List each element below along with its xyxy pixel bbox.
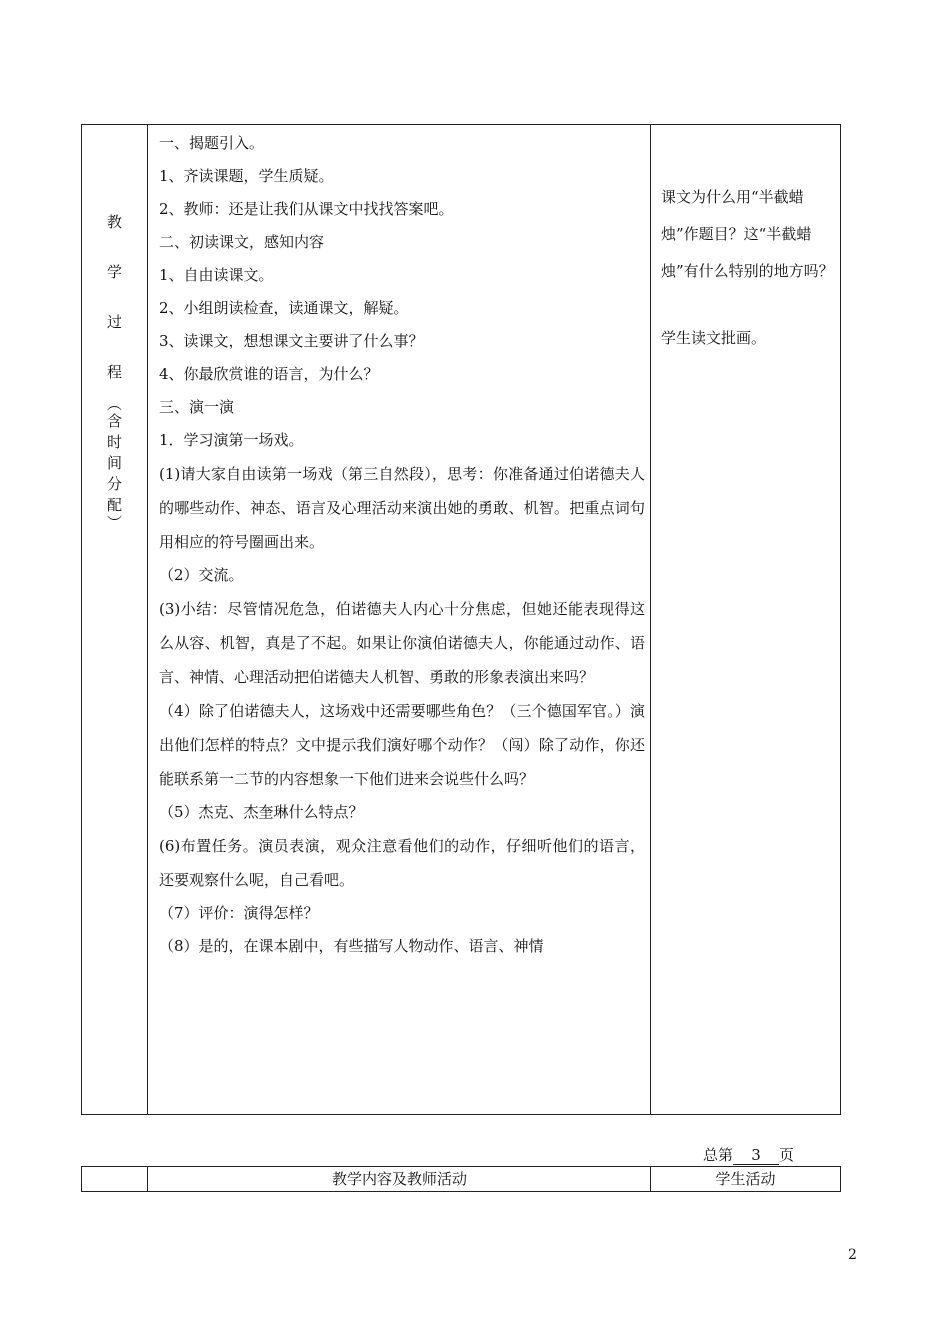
label-sub-char: 间 — [106, 454, 122, 472]
column-divider — [147, 125, 148, 1114]
content-line: 1、齐读课题，学生质疑。 — [159, 167, 334, 185]
label-char: 过 — [106, 313, 122, 331]
content-line: （5）杰克、杰奎琳什么特点？ — [159, 803, 364, 821]
student-activity — [661, 179, 837, 357]
label-sub-char: 时 — [106, 433, 122, 451]
content-line: 2、教师：还是让我们从课文中找找答案吧。 — [159, 200, 454, 218]
label-sub-char: 含 — [106, 412, 122, 430]
content-line: （7）评价：演得怎样？ — [159, 904, 319, 922]
content-line: （8）是的，在课本剧中，有些描写人物动作、语言、神情 — [159, 937, 544, 955]
content-line: 3、读课文，想想课文主要讲了什么事？ — [159, 332, 424, 350]
total-page-counter — [703, 1144, 794, 1165]
content-paragraph: (1)请大家自由读第一场戏（第三自然段），思考：你准备通过伯诺德夫人的哪些动作、神态、语言及心理活动来演出她的勇敢、机智。把重点词句用相应的符号圈画出来。 — [159, 465, 645, 551]
student-question: 课文为什么用“半截蜡烛”作题目？这“半截蜡烛”有什么特别的地方吗？ — [661, 188, 834, 280]
label-sub-char: 配 — [106, 496, 122, 514]
label-paren-close: ︶ — [106, 514, 122, 532]
content-line: 1．学习演第一场戏。 — [159, 431, 304, 449]
label-char: 学 — [106, 263, 122, 281]
content-line: 1、自由读课文。 — [159, 266, 274, 284]
lesson-table — [81, 124, 841, 1115]
label-char: 程 — [106, 363, 122, 381]
label-char: 教 — [106, 213, 122, 231]
section-label — [82, 197, 147, 530]
total-suffix: 页 — [779, 1146, 795, 1164]
label-sub-char: 分 — [106, 475, 122, 493]
total-page-number: 3 — [733, 1147, 779, 1165]
total-prefix: 总第 — [703, 1146, 734, 1164]
content-line: （2）交流。 — [159, 566, 244, 584]
content-line: 一、揭题引入。 — [159, 134, 265, 152]
content-line: 三、演一演 — [159, 398, 235, 416]
teacher-content — [159, 127, 645, 963]
header-cell-student: 学生活动 — [650, 1167, 840, 1191]
content-line: 4、你最欣赏谁的语言，为什么？ — [159, 365, 379, 383]
content-paragraph: (6)布置任务。演员表演，观众注意看他们的动作，仔细听他们的语言，还要观察什么呢，自己看吧。 — [159, 837, 645, 889]
content-line: 2、小组朗读检查，读通课文，解疑。 — [159, 299, 409, 317]
next-table-header — [81, 1166, 841, 1192]
header-cell-empty — [82, 1167, 147, 1191]
content-line: 二、初读课文，感知内容 — [159, 233, 325, 251]
page-number: 2 — [848, 1247, 857, 1263]
column-divider — [650, 125, 651, 1114]
header-cell-teacher: 教学内容及教师活动 — [147, 1167, 651, 1191]
content-paragraph: （4）除了伯诺德夫人，这场戏中还需要哪些角色？（三个德国军官。）演出他们怎样的特点？文中提示我们演好哪个动作？（闯）除了动作，你还能联系第一二节的内容想象一下他们进来会说些什么吗？ — [159, 702, 645, 788]
student-task: 学生读文批画。 — [661, 329, 767, 347]
content-paragraph: (3)小结：尽管情况危急，伯诺德夫人内心十分焦虑，但她还能表现得这么从容、机智，真是了不起。如果让你演伯诺德夫人，你能通过动作、语言、神情、心理活动把伯诺德夫人机智、勇敢的形象表演出来吗？ — [159, 600, 645, 686]
label-paren-open: ︵ — [106, 395, 122, 413]
